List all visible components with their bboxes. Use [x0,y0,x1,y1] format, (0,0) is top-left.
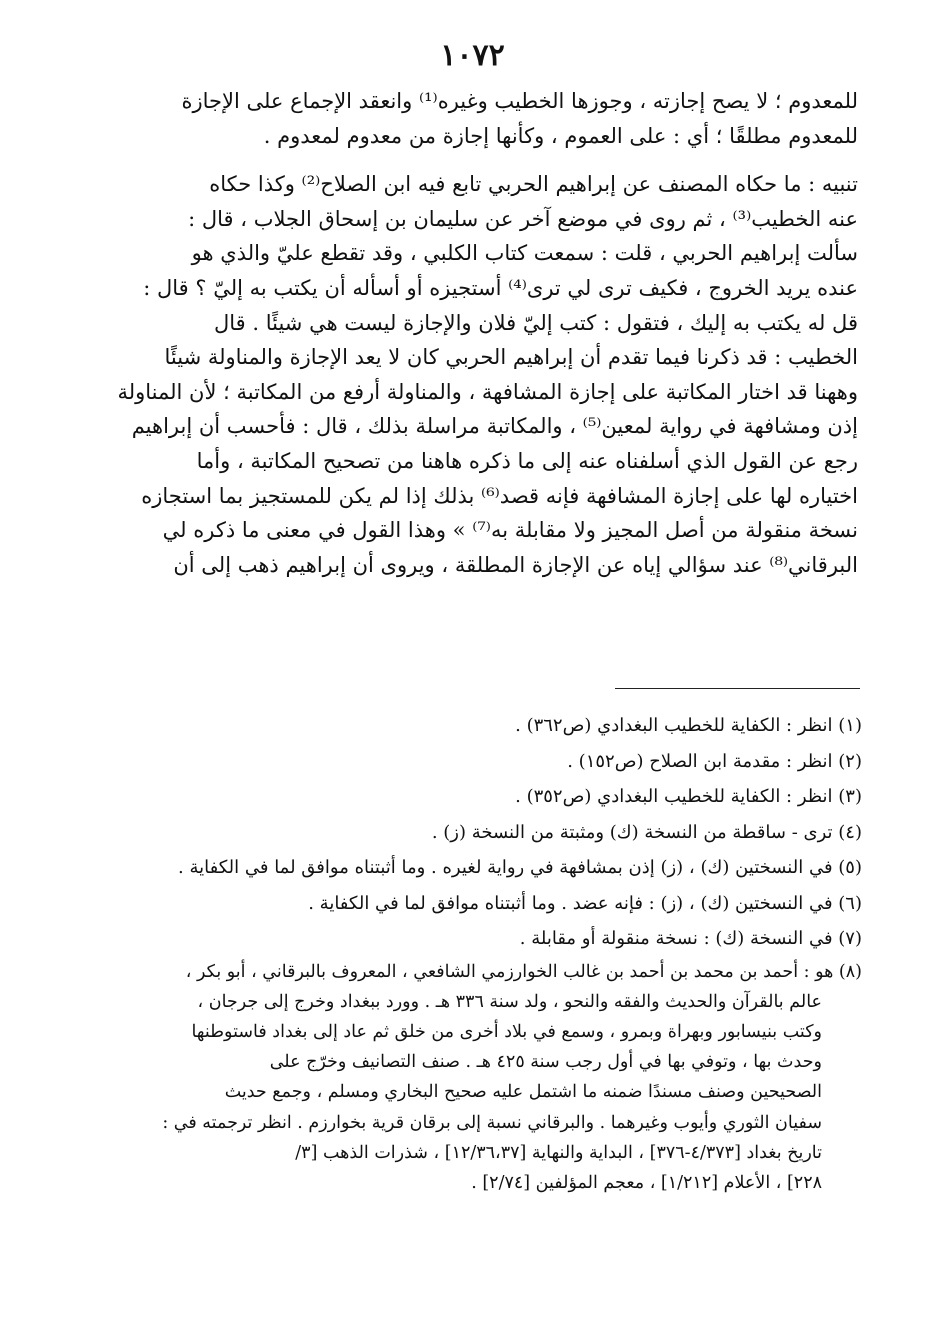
text-line: البرقاني⁽⁸⁾ عند سؤالي إياه عن الإجازة المطلقة ، ويروى أن إبراهيم ذهب إلى أن [173,552,858,577]
footnote-line: الصحيحين وصنف مسندًا ضمنه ما اشتمل عليه صحيح البخاري ومسلم ، وجمع حديث [224,1082,822,1103]
footnote-line: تاريخ بغداد [٤/٣٧٣-٣٧٦] ، البداية والنهاية [١٢/٣٦،٣٧] ، شذرات الذهب [٣/ [295,1142,822,1163]
page-number: ١٠٧٢ [440,38,505,73]
footnote-divider [615,688,860,689]
paragraph-1 [102,84,858,153]
text-line: عنه الخطيب⁽³⁾ ، ثم روى في موضع آخر عن سليمان بن إسحاق الجلاب ، قال : [188,206,858,231]
footnote-6: (٦) في النسختين (ك) ، (ز) : فإنه عضد . وما أثبتناه موافق لما في الكفاية . [308,892,862,914]
footnote-3: (٣) انظر : الكفاية للخطيب البغدادي (ص٣٥٢) . [515,786,862,807]
footnote-5: (٥) في النسختين (ك) ، (ز) إذن بمشافهة في رواية لغيره . وما أثبتناه موافق لما في الكفاية . [178,857,862,878]
text-line: قل له يكتب به إليك ، فتقول : كتب إليّ فلان والإجازة ليست هي شيئًا . قال [214,310,858,335]
text-line: نسخة منقولة من أصل المجيز ولا مقابلة به⁽⁷⁾ » وهذا القول في معنى ما ذكره لي [162,518,858,543]
footnote-line: وحدث بها ، وتوفي بها في أول رجب سنة ٤٢٥ هـ . صنف التصانيف وخرّج على [269,1052,822,1073]
text-line: الخطيب : قد ذكرنا فيما تقدم أن إبراهيم الحربي كان لا يعد الإجازة والمناولة شيئًا [164,345,858,370]
footnote-line: (٨) هو : أحمد بن محمد بن أحمد بن غالب الخوارزمي الشافعي ، المعروف بالبرقاني ، أبو بكر ، [185,961,862,982]
footnote-4: (٤) ترى - ساقطة من النسخة (ك) ومثبتة من النسخة (ز) . [431,821,862,843]
footnote-8 [102,957,862,1199]
text-line: وههنا قد اختار المكاتبة على إجازة المشافهة ، والمناولة أرفع من المكاتبة ؛ لأن المناولة [117,379,858,404]
footnotes [102,708,862,1198]
footnote-line: ٢٢٨] ، الأعلام [١/٢١٢] ، معجم المؤلفين [٢/٧٤] . [471,1172,822,1193]
footnote-line: سفيان الثوري وأيوب وغيرهما . والبرقاني نسبة إلى برقان قرية بخوارزم . انظر ترجمته في : [162,1112,822,1133]
paragraph-2 [102,167,858,582]
footnote-7: (٧) في النسخة (ك) : نسخة منقولة أو مقابلة . [519,928,862,949]
footnote-1: (١) انظر : الكفاية للخطيب البغدادي (ص٣٦٢) . [515,715,862,736]
text-line: إذن ومشافهة في رواية لمعين⁽⁵⁾ ، والمكاتبة مراسلة بذلك ، قال : فأحسب أن إبراهيم [131,414,858,439]
footnote-line: عالم بالقرآن والحديث والفقه والنحو ، ولد سنة ٣٣٦ هـ . وورد ببغداد وخرج إلى جرجان ، [197,991,822,1012]
footnote-line: وكتب بنيسابور وبهراة وبمرو ، وسمع في بلاد أخرى من خلق ثم عاد إلى بغداد فاستوطنها [191,1021,822,1042]
text-line: اختياره لها على إجازة المشافهة فإنه قصد⁽⁶⁾ بذلك إذا لم يكن للمستجيز بما استجازه [141,483,858,508]
text-line: رجع عن القول الذي أسلفناه عنه إلى ما ذكره هاهنا من تصحيح المكاتبة ، وأما [196,448,858,473]
footnote-2: (٢) انظر : مقدمة ابن الصلاح (ص١٥٢) . [567,750,862,772]
text-line: للمعدوم ؛ لا يصح إجازته ، وجوزها الخطيب وغيره⁽¹⁾ وانعقد الإجماع على الإجازة [181,89,858,113]
text-line: تنبيه : ما حكاه المصنف عن إبراهيم الحربي تابع فيه ابن الصلاح⁽²⁾ وكذا حكاه [209,172,858,197]
main-text [102,84,858,582]
text-line: عنده يريد الخروج ، فكيف ترى لي ترى⁽⁴⁾ أستجيزه أو أسأله أن يكتب به إليّ ؟ قال : [143,275,858,300]
text-line: سألت إبراهيم الحربي ، قلت : سمعت كتاب الكلبي ، وقد تقطع عليّ والذي هو [191,241,858,266]
text-line: للمعدوم مطلقًا ؛ أي : على العموم ، وكأنها إجازة من معدوم لمعدوم . [263,123,858,148]
